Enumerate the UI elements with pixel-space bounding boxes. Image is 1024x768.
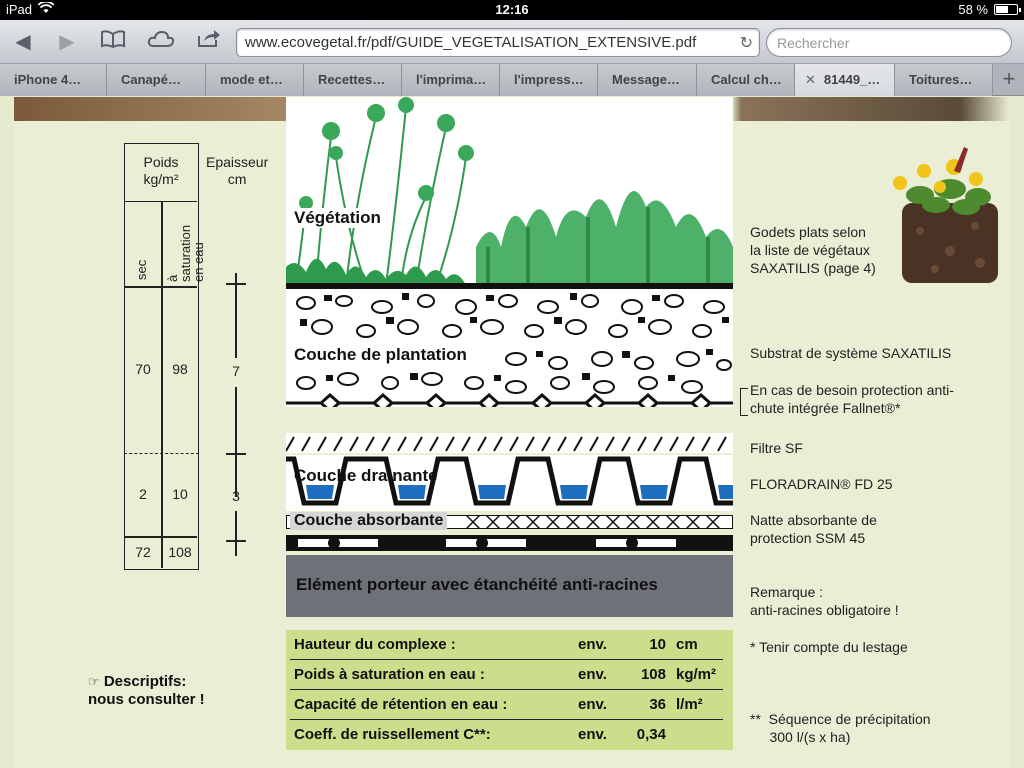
table-line: [125, 536, 197, 538]
row-divider: [124, 453, 199, 455]
descriptifs-note: [88, 673, 205, 709]
bookmarks-icon[interactable]: [98, 28, 128, 56]
thickness-value: 7: [232, 363, 240, 379]
summary-unit: l/m²: [676, 696, 703, 713]
total-saturated: 108: [168, 544, 192, 560]
col-saturated-label: à saturation en eau: [165, 224, 206, 282]
support-layer: Elément porteur avec étanchéité anti-racines: [286, 555, 733, 617]
thickness-ruler: [235, 511, 237, 556]
tab-label: Toitures…: [909, 72, 973, 87]
tab-label: Canapé…: [121, 72, 181, 87]
layer-diagram: [286, 97, 733, 618]
summary-row: [286, 630, 733, 660]
membrane-illustration: [286, 535, 733, 551]
note-protection: En cas de besoin protection anti- chute intégrée Fallnet®*: [750, 382, 954, 416]
weight-table: [124, 143, 206, 570]
thickness-header: Epaisseur cm: [206, 154, 269, 187]
tab-label: Recettes…: [318, 72, 386, 87]
summary-label: Capacité de rétention en eau :: [294, 696, 508, 713]
thickness-ruler: [235, 387, 237, 497]
summary-env: env.: [578, 666, 607, 683]
battery-fill: [996, 6, 1008, 13]
saturated-value: 98: [172, 361, 188, 377]
layer-label-absorbent: Couche absorbante: [290, 512, 447, 530]
tab-label: mode et…: [220, 72, 283, 87]
summary-label: Coeff. de ruissellement C**:: [294, 726, 491, 743]
col-dry-label: sec: [134, 259, 149, 280]
summary-label: Hauteur du complexe :: [294, 636, 456, 653]
device-label: iPad: [6, 2, 33, 17]
tab-3[interactable]: [206, 64, 304, 96]
summary-env: env.: [578, 636, 607, 653]
note-substrat: Substrat de système SAXATILIS: [750, 345, 952, 361]
tab-1[interactable]: [0, 64, 107, 96]
tab-bar: [0, 64, 1024, 96]
back-icon[interactable]: ◀: [15, 31, 31, 53]
tab-2[interactable]: [107, 64, 206, 96]
tab-label: l'impress…: [514, 72, 584, 87]
summary-value: 36: [649, 696, 666, 713]
weight-header: Poids kg/m²: [125, 144, 197, 202]
tab-label: iPhone 4…: [14, 72, 82, 87]
tab-7[interactable]: [598, 64, 697, 96]
tab-5[interactable]: [402, 64, 500, 96]
summary-env: env.: [578, 726, 607, 743]
note-sequence: ** Séquence de précipitation 300 l/(s x ha): [750, 711, 931, 745]
membrane-layer: [286, 535, 733, 551]
vegetation-layer: [286, 97, 733, 285]
tab-label: Calcul ch…: [711, 72, 782, 87]
summary-unit: kg/m²: [676, 666, 717, 683]
thickness-value: 3: [232, 488, 240, 504]
search-input[interactable]: Rechercher: [766, 28, 1012, 57]
clock: 12:16: [495, 2, 529, 17]
dry-value: 2: [139, 486, 147, 502]
share-icon[interactable]: [194, 28, 224, 56]
layer-label-drainage: Couche drainante: [294, 466, 438, 485]
new-tab-button[interactable]: +: [1002, 66, 1016, 91]
note-filtre: Filtre SF: [750, 440, 803, 456]
address-bar[interactable]: [236, 28, 760, 57]
note-natte: Natte absorbante de protection SSM 45: [750, 512, 877, 546]
battery-percent: 58 %: [958, 2, 988, 17]
summary-table: [286, 630, 733, 750]
summary-value: 0,34: [636, 726, 666, 743]
tab-9-active[interactable]: [795, 64, 895, 96]
tab-label: 81449_…: [823, 72, 881, 87]
browser-toolbar: [0, 20, 1024, 64]
plant-pot-image: [880, 141, 1002, 291]
table-line: [125, 286, 197, 288]
summary-env: env.: [578, 696, 607, 713]
note-floradrain: FLORADRAIN® FD 25: [750, 476, 893, 492]
forward-icon[interactable]: ▶: [59, 31, 75, 53]
battery-icon: [994, 4, 1018, 15]
summary-label: Poids à saturation en eau :: [294, 666, 485, 683]
note-godets: Godets plats selon la liste de végétaux SAXATILIS (page 4): [750, 224, 876, 276]
filter-layer: [286, 433, 733, 453]
status-bar: [0, 0, 1024, 20]
dry-value: 70: [135, 361, 151, 377]
note-remarque: Remarque : anti-racines obligatoire !: [750, 584, 899, 618]
tab-label: Message…: [612, 72, 680, 87]
summary-unit: cm: [676, 636, 698, 653]
summary-value: 108: [640, 666, 666, 683]
summary-row: [286, 720, 733, 750]
ruler-tick: [226, 283, 246, 285]
summary-row: [286, 690, 733, 720]
total-dry: 72: [135, 544, 151, 560]
url-text: www.ecovegetal.fr/pdf/GUIDE_VEGETALISATION_EXTENSIVE.pdf: [245, 34, 697, 51]
thickness-ruler: [235, 273, 237, 358]
saturated-value: 10: [172, 486, 188, 502]
reload-icon[interactable]: ↻: [739, 35, 753, 52]
note-lestage: * Tenir compte du lestage: [750, 639, 908, 655]
descriptifs-text: Descriptifs: nous consulter !: [88, 673, 205, 708]
summary-row: [286, 660, 733, 690]
summary-value: 10: [649, 636, 666, 653]
pdf-viewport[interactable]: [0, 97, 1024, 768]
pointing-hand-icon: ☞: [88, 674, 100, 689]
vegetation-illustration: [286, 97, 733, 285]
ruler-tick: [226, 540, 246, 542]
filter-illustration: [286, 433, 733, 453]
close-tab-icon[interactable]: ✕: [805, 72, 816, 87]
bracket-line: [740, 388, 748, 416]
layer-label-vegetation: Végétation: [290, 208, 385, 228]
icloud-icon[interactable]: [146, 28, 176, 56]
tab-4[interactable]: [304, 64, 402, 96]
tab-label: l'imprima…: [416, 72, 487, 87]
tab-6[interactable]: [500, 64, 598, 96]
ruler-tick: [226, 453, 246, 455]
table-divider: [161, 202, 163, 568]
tab-8[interactable]: [697, 64, 795, 96]
layer-label-planting: Couche de plantation: [290, 345, 471, 365]
tab-10[interactable]: [895, 64, 993, 96]
